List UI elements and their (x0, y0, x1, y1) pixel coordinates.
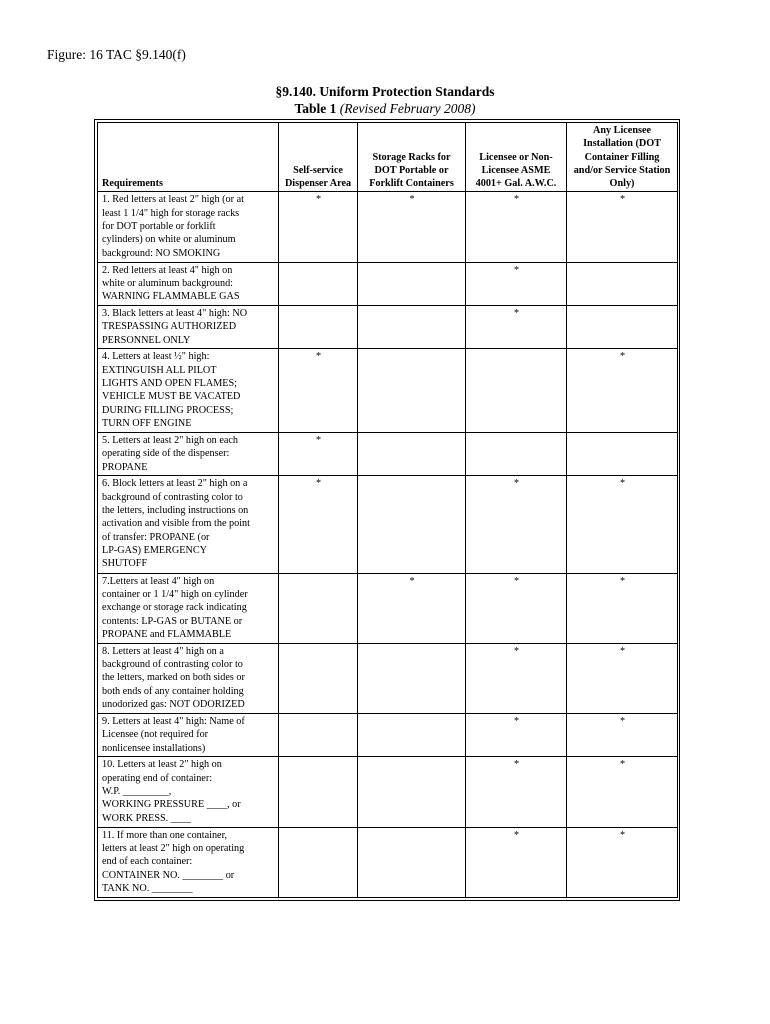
requirement-text-line: Licensee (not required for (102, 729, 209, 741)
applicability-mark (358, 643, 466, 713)
applicability-mark: * (567, 573, 678, 643)
table-row (98, 433, 678, 476)
applicability-mark: * (279, 433, 358, 476)
requirement-text-line: TRESPASSING AUTHORIZED (102, 321, 237, 333)
table-number: Table 1 (294, 101, 337, 116)
applicability-mark: * (567, 827, 678, 897)
applicability-mark: * (279, 192, 358, 262)
requirement-cell (98, 827, 279, 897)
requirement-text-line: letters at least 2" high on operating (102, 842, 245, 854)
header-asme: Licensee or Non-Licensee ASME 4001+ Gal. A.W.C. (466, 123, 567, 192)
applicability-mark (358, 262, 466, 305)
applicability-mark (358, 827, 466, 897)
applicability-mark: * (466, 827, 567, 897)
applicability-mark: * (358, 192, 466, 262)
header-requirements: Requirements (98, 123, 279, 192)
requirement-cell (98, 757, 279, 827)
table-row (98, 262, 678, 305)
applicability-mark (567, 262, 678, 305)
requirement-text-line: VEHICLE MUST BE VACATED (102, 391, 241, 403)
applicability-mark (279, 262, 358, 305)
applicability-mark: * (567, 643, 678, 713)
applicability-mark: * (466, 192, 567, 262)
header-self-service: Self-service Dispenser Area (279, 123, 358, 192)
requirement-text-line: end of each container: (102, 856, 193, 868)
requirement-cell (98, 349, 279, 433)
table-row (98, 192, 678, 262)
requirement-text-line: background of contrasting color to (102, 659, 243, 671)
requirement-text-line: LP-GAS) EMERGENCY (102, 544, 207, 556)
applicability-mark (279, 827, 358, 897)
applicability-mark: * (567, 476, 678, 573)
requirement-text-line: background of contrasting color to (102, 491, 243, 503)
requirement-text-line: least 1 1/4" high for storage racks (102, 207, 240, 219)
requirement-text-line: of transfer: PROPANE (or (102, 531, 210, 543)
requirement-text-line: 7.Letters at least 4" high on (102, 575, 215, 587)
requirement-text-line: WORK PRESS. ____ (102, 812, 192, 824)
applicability-mark: * (279, 349, 358, 433)
applicability-mark: * (466, 306, 567, 349)
requirement-text-line: the letters, including instructions on (102, 505, 249, 517)
requirement-cell (98, 643, 279, 713)
requirement-text-line: 4. Letters at least ½" high: (102, 351, 210, 363)
applicability-mark (358, 433, 466, 476)
table-row (98, 573, 678, 643)
requirement-text-line: 2. Red letters at least 4" high on (102, 264, 233, 276)
requirement-text-line: 1. Red letters at least 2" high (or at (102, 194, 244, 206)
requirement-text-line: exchange or storage rack indicating (102, 602, 247, 614)
requirement-text-line: PERSONNEL ONLY (102, 334, 191, 346)
requirement-text-line: 6. Block letters at least 2" high on a (102, 478, 248, 490)
requirement-text-line: W.P. _________, (102, 786, 172, 798)
applicability-mark (567, 433, 678, 476)
table-row (98, 476, 678, 573)
applicability-mark: * (567, 192, 678, 262)
requirement-text-line: operating side of the dispenser: (102, 448, 230, 460)
requirement-text-line: WARNING FLAMMABLE GAS (102, 291, 240, 303)
requirement-text-line: TURN OFF ENGINE (102, 417, 192, 429)
applicability-mark (358, 476, 466, 573)
requirement-cell (98, 306, 279, 349)
applicability-mark: * (466, 714, 567, 757)
applicability-mark (358, 714, 466, 757)
applicability-mark (279, 643, 358, 713)
applicability-mark (358, 349, 466, 433)
applicability-mark: * (466, 262, 567, 305)
requirement-text-line: 5. Letters at least 2" high on each (102, 435, 238, 447)
applicability-mark: * (358, 573, 466, 643)
requirement-text-line: operating end of container: (102, 772, 213, 784)
applicability-mark (279, 573, 358, 643)
table-row (98, 714, 678, 757)
applicability-mark: * (466, 643, 567, 713)
requirement-cell (98, 433, 279, 476)
applicability-mark (567, 306, 678, 349)
applicability-mark: * (279, 476, 358, 573)
requirement-text-line: SHUTOFF (102, 558, 148, 570)
table-row (98, 643, 678, 713)
applicability-mark (466, 433, 567, 476)
applicability-mark (279, 757, 358, 827)
table-body (98, 192, 678, 898)
document-title: §9.140. Uniform Protection Standards (275, 84, 495, 99)
table-row (98, 349, 678, 433)
requirement-text-line: unodorized gas: NOT ODORIZED (102, 699, 245, 711)
requirement-text-line: 11. If more than one container, (102, 829, 228, 841)
requirement-text-line: TANK NO. ________ (102, 882, 193, 894)
table-row (98, 757, 678, 827)
requirement-text-line: 10. Letters at least 2" high on (102, 759, 222, 771)
applicability-mark (279, 714, 358, 757)
header-storage-racks: Storage Racks for DOT Portable or Forklift Containers (358, 123, 466, 192)
requirement-cell (98, 192, 279, 262)
applicability-mark: * (466, 573, 567, 643)
requirement-text-line: DURING FILLING PROCESS; (102, 404, 234, 416)
requirement-text-line: both ends of any container holding (102, 685, 244, 697)
requirement-text-line: white or aluminum background: (102, 278, 233, 290)
requirement-text-line: 9. Letters at least 4" high: Name of (102, 716, 245, 728)
requirement-text-line: the letters, marked on both sides or (102, 672, 245, 684)
requirement-text-line: PROPANE and FLAMMABLE (102, 628, 232, 640)
requirement-text-line: PROPANE (102, 461, 148, 473)
requirement-cell (98, 476, 279, 573)
applicability-mark: * (567, 714, 678, 757)
requirement-text-line: CONTAINER NO. ________ or (102, 869, 235, 881)
requirement-text-line: container or 1 1/4" high on cylinder (102, 588, 248, 600)
requirement-text-line: activation and visible from the point (102, 518, 250, 530)
revision-note: (Revised February 2008) (339, 101, 476, 116)
requirement-cell (98, 573, 279, 643)
requirement-text-line: nonlicensee installations) (102, 742, 206, 754)
requirements-table (97, 122, 678, 898)
applicability-mark (466, 349, 567, 433)
table-row (98, 306, 678, 349)
table-row (98, 827, 678, 897)
requirement-text-line: background: NO SMOKING (102, 247, 221, 259)
requirement-text-line: LIGHTS AND OPEN FLAMES; (102, 378, 237, 390)
applicability-mark: * (567, 757, 678, 827)
requirement-text-line: 3. Black letters at least 4" high: NO (102, 308, 248, 320)
requirement-text-line: WORKING PRESSURE ____, or (102, 799, 241, 811)
table-caption (0, 101, 770, 117)
applicability-mark: * (466, 757, 567, 827)
table-header-row (98, 123, 678, 192)
applicability-mark: * (466, 476, 567, 573)
requirement-text-line: EXTINGUISH ALL PILOT (102, 364, 217, 376)
applicability-mark (358, 757, 466, 827)
requirement-text-line: contents: LP-GAS or BUTANE or (102, 615, 243, 627)
requirement-text-line: cylinders) on white or aluminum (102, 234, 236, 246)
requirement-cell (98, 714, 279, 757)
requirement-text-line: for DOT portable or forklift (102, 221, 216, 233)
header-any-licensee: Any Licensee Installation (DOT Container Filling and/or Service Station Only) (567, 123, 678, 192)
applicability-mark: * (567, 349, 678, 433)
requirements-table-frame (94, 119, 680, 901)
applicability-mark (279, 306, 358, 349)
requirement-text-line: 8. Letters at least 4" high on a (102, 645, 224, 657)
figure-label: Figure: 16 TAC §9.140(f) (47, 47, 186, 62)
applicability-mark (358, 306, 466, 349)
requirement-cell (98, 262, 279, 305)
